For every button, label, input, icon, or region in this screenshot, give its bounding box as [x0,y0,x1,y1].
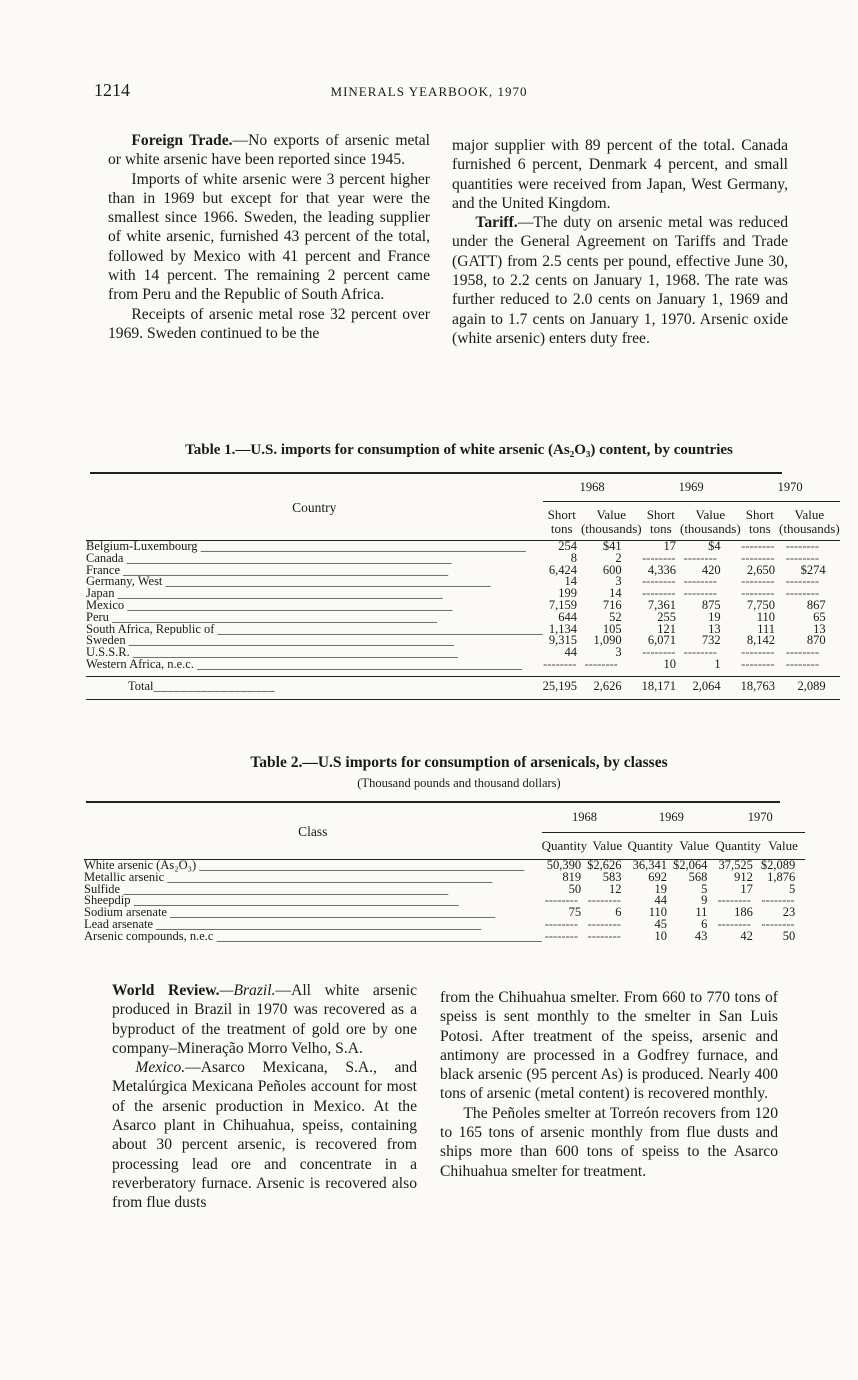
table1-sub-header: Value (thousands) [679,507,741,536]
table1-cell: 1,134 [548,621,577,636]
table2-cell: 583 [602,869,622,884]
table1-total-cell: 2,089 [797,678,826,693]
table1-cell: $4 [708,539,721,553]
table1-cell: 2,650 [746,562,776,577]
table1-row-label: Japan _____ [86,588,543,600]
paragraph: Imports of white arsenic were 3 percent higher than in 1969 but except for that year were the smallest since 1966. Sweden, the leading supplier of white arsenic, furnished 43 percent of the total, followed by Mexico with 41 percent and France with 14 percent. The remaining 2 percent came from Peru and the Republic of South Africa. [108,170,430,304]
table2-row [84,884,805,896]
table1-row [86,635,840,647]
table1-cell: 105 [602,621,622,636]
table1-cell: 420 [701,562,721,577]
bottom-left-column [112,981,417,1213]
paragraph-foreign-trade [108,131,430,170]
table2-empty-cell: -------- [544,928,579,943]
paragraph-mexico [112,1058,417,1212]
table1-row [86,588,840,600]
table2-cell: 23 [782,905,796,920]
table1-empty-cell: -------- [785,645,819,660]
table1-empty-cell: -------- [741,539,775,553]
table2-empty-cell: -------- [544,893,579,908]
table2-sub-header: Quantity [715,838,761,853]
table1-row-label: France _____ [86,565,543,577]
table1-cell: 111 [757,621,776,636]
table2-cell: 50 [782,928,796,943]
table1-empty-cell: -------- [785,574,819,589]
table1-sub-header: Short tons [547,507,576,536]
table1-cell: 716 [602,597,622,612]
table1-sub-header: Short tons [745,507,774,536]
table1-cell: 44 [564,645,577,660]
paragraph-text: —All white arsenic produced in Brazil in 1970 was recovered as a byproduct of the treatment of gold ore by one company–Mineração Morro Velho, S.A. [112,982,417,1057]
table1-cell: 867 [806,597,826,612]
table1-row [86,612,840,624]
table2-empty-cell: -------- [717,916,751,931]
table2-cell: 6 [701,916,708,931]
table1-total-label: Total__________________ [86,676,543,695]
table1-cell: 870 [806,633,826,648]
table2-cell: 692 [648,869,667,884]
table1-row [86,624,840,636]
table1-row-label: Peru _____ [86,612,543,624]
table2-empty-cell: -------- [587,893,621,908]
country-heading: —Brazil. [219,982,276,999]
table2-cell: 75 [568,905,582,920]
table2-cell: $2,089 [760,858,796,872]
paragraph-world-review [112,981,417,1058]
table2-caption: Table 2.—U.S imports for consumption of arsenicals, by classes [250,754,668,771]
table2-sub-header: Quantity [627,838,673,853]
table1-empty-cell: -------- [683,574,717,589]
table2-cell: 10 [654,928,667,943]
table1-sub-header: Value (thousands) [779,507,840,536]
table1-cell: 7,361 [647,597,676,612]
table2-cell: 36,341 [632,858,667,872]
table1-cell: 6,071 [647,633,676,648]
table1-cell: 52 [609,609,622,624]
table2-row-label: Sheepdip _____ [84,895,542,907]
table1-empty-cell: -------- [642,586,676,601]
table1-cell: 7,750 [746,597,776,612]
table1-cell: 13 [708,621,721,636]
table1-cell: 732 [701,633,721,648]
table1-body [86,541,840,671]
running-title: MINERALS YEARBOOK, 1970 [330,84,528,99]
table2-cell: 819 [562,869,582,884]
bottom-right-column [440,988,778,1181]
table1-row [86,565,840,577]
table2-year-header: 1970 [715,810,805,833]
table1-cell: 1,090 [593,633,622,648]
table1-empty-cell: -------- [741,574,775,589]
table2-cell: 912 [734,869,753,884]
table1-total-cell: 25,195 [542,678,577,693]
table2-empty-cell: -------- [544,916,579,931]
table2-row [84,872,805,884]
paragraph-text: —No exports of arsenic metal or white arsenic have been reported since 1945. [108,132,430,169]
table2-year-header: 1968 [542,810,628,833]
table1 [86,480,840,700]
table1-cell: 7,159 [548,597,577,612]
table1-row [86,553,840,565]
table1-empty-cell: -------- [785,539,819,553]
table2-sub-header: Value [679,838,709,853]
table1-total-cell: 18,763 [740,678,776,693]
table1-cell: 4,336 [647,562,676,577]
table2-cell: 50 [568,881,582,896]
table1-cell: 644 [558,609,577,624]
table1-year-header: 1969 [642,480,741,502]
table1-cell: 8 [570,550,577,565]
table1-empty-cell: -------- [642,645,676,660]
table2-cell: 186 [734,905,753,920]
table1-empty-cell: -------- [741,550,775,565]
table2-cell: 43 [694,928,708,943]
table1-cell: 121 [657,621,676,636]
table1-row-label: Belgium-Luxembourg _____ [86,541,543,553]
table2-row-label: Sulfide _____ [84,884,542,896]
table2-sub-header: Quantity [541,838,588,853]
table2 [84,810,805,943]
table1-empty-cell: -------- [785,550,819,565]
table1-cell: $41 [602,539,622,553]
paragraph: from the Chihuahua smelter. From 660 to 770 tons of speiss is sent monthly to the smelter in San Luis Potosi. After treatment of the speiss, arsenic and antimony are processed in a Godfrey furnace, and black arsenic (95 percent As) is produced. Nearly 400 tons of arsenic (metal content) is recovered monthly. [440,989,778,1103]
table1-row-label: Germany, West _____ [86,576,543,588]
table2-empty-cell: -------- [761,893,795,908]
table1-total-cell: 2,064 [692,678,721,693]
table1-row [86,576,840,588]
paragraph: major supplier with 89 percent of the total. Canada furnished 6 percent, Denmark 4 percent, and small quantities were received from Japan, West Germany, and the United Kingdom. [452,137,788,212]
table1-sub-header: Value (thousands) [580,507,642,536]
total-label-text: Total [128,678,154,693]
table2-cell: 19 [654,881,667,896]
table2-sub-header: Value [592,838,623,853]
table2-row-label: Arsenic compounds, n.e.c _____ [84,931,542,943]
paragraph: Receipts of arsenic metal rose 32 percent over 1969. Sweden continued to be the [108,305,430,342]
table1-empty-cell: -------- [683,645,717,660]
table1-cell: 13 [813,621,826,636]
table1-empty-cell: -------- [642,574,676,589]
table1-cell: 199 [558,586,577,601]
table2-row-label: Metallic arsenic _____ [84,872,542,884]
table1-row-label: Mexico _____ [86,600,543,612]
table2-year-header: 1969 [627,810,715,833]
table2-cell: 568 [688,869,708,884]
table1-caption: Table 1.—U.S. imports for consumption of white arsenic (As₂O₃) content, by countries [185,442,733,458]
table2-row [84,907,805,919]
table1-cell: 3 [615,645,622,660]
run-in-heading: Foreign Trade. [131,132,233,149]
table2-cell: 11 [695,905,708,920]
table2-cell: 9 [701,893,708,908]
table2-row-label: Sodium arsenate _____ [84,907,542,919]
table2-class-header: Class [298,824,328,839]
paragraph-text: —The duty on arsenic metal was reduced under the General Agreement on Tariffs and Trade (GATT) from 2.5 cents per pound, effective June 30, 1958, to 2.2 cents on January 1, 1968. The rate was further reduced to 2.0 cents on January 1, 1969 and again to 1.7 cents on January 1, 1970. Arsenic oxide (white arsenic) enters duty free. [452,214,788,347]
table1-row-label: South Africa, Republic of _____ [86,624,543,636]
table1-row [86,541,840,553]
table1-cell: 65 [813,609,826,624]
table2-cell: 5 [788,881,796,896]
table2-cell: 5 [701,881,708,896]
table2-cell: 17 [740,881,753,896]
table1-row [86,647,840,659]
page-number: 1214 [94,80,130,100]
table2-row [84,931,805,943]
table1-empty-cell: -------- [741,645,775,660]
table1-empty-cell: -------- [584,656,618,671]
paragraph: The Peñoles smelter at Torreón recovers from 120 to 165 tons of arsenic monthly from flue dusts and ships more than 600 tons of speiss to the Asarco Chihuahua smelter for treatment. [440,1104,778,1180]
table2-cell: $2,626 [587,858,622,872]
table2-empty-cell: -------- [587,916,621,931]
table2-empty-cell: -------- [717,893,751,908]
table1-empty-cell: -------- [683,550,717,565]
table1-cell: $274 [800,562,826,577]
table1-cell: 14 [609,586,622,601]
table2-cell: 12 [608,881,622,896]
paragraph-text: —Asarco Mexicana, S.A., and Metalúrgica Mexicana Peñoles account for most of the arsenic production in Mexico. At the Asarco plant in Chihuahua, speiss, containing about 30 percent arsenic, is recovered from processing lead ore and concentrate in a reverberatory furnace. Arsenic is recovered also from flue dusts [112,1059,417,1212]
table1-year-header: 1968 [543,480,642,502]
table1-cell: 255 [657,609,676,624]
table2-body [84,860,805,943]
table1-total-cell: 18,171 [641,678,676,693]
table1-cell: 600 [602,562,622,577]
table1-total-cell: 2,626 [593,678,622,693]
table2-empty-cell: -------- [761,916,795,931]
table1-row [86,600,840,612]
table1-row-label: Western Africa, n.e.c. _____ [86,659,543,671]
table1-empty-cell: -------- [683,586,717,601]
table1-empty-cell: -------- [741,656,775,671]
table1-cell: 19 [708,609,721,624]
left-column [108,131,430,343]
table1-empty-cell: -------- [543,656,577,671]
table1-sub-header: Short tons [646,507,675,536]
table2-empty-cell: -------- [587,928,621,943]
country-heading: Mexico. [135,1059,186,1077]
table1-empty-cell: -------- [741,586,775,601]
table1-row-label: Canada _____ [86,553,543,565]
table1-empty-cell: -------- [785,656,819,671]
table1-cell: 6,424 [548,562,577,577]
table1-row-label: U.S.S.R. _____ [86,647,543,659]
table1-empty-cell: -------- [642,550,676,565]
table1-empty-cell: -------- [785,586,819,601]
table1-cell: 1 [714,656,721,671]
run-in-heading: Tariff. [475,214,518,232]
table2-cell: 45 [654,916,667,931]
table2-cell: 42 [740,928,753,943]
table1-cell: 9,315 [548,633,577,648]
table1-cell: 10 [663,656,676,671]
table2-cell: 1,876 [767,869,796,884]
table1-year-header: 1970 [741,480,840,502]
table1-row [86,659,840,671]
paragraph-tariff [452,213,788,348]
table2-cell: 37,525 [718,858,753,872]
table2-cell: $2,064 [672,858,708,872]
table1-cell: 110 [756,609,776,624]
table2-top-rule [86,801,780,803]
table1-cell: 3 [615,574,622,589]
table1-row-label: Sweden _____ [86,635,543,647]
right-column [452,136,788,348]
table1-cell: 14 [564,574,577,589]
table2-cell: 50,390 [546,858,582,872]
run-in-heading: World Review. [112,982,220,999]
table1-cell: 875 [701,597,721,612]
table2-row-label: Lead arsenate _____ [84,919,542,931]
table1-cell: 17 [663,539,676,553]
table1-cell: 8,142 [746,633,776,648]
table1-top-rule [90,472,782,474]
table2-cell: 110 [648,905,667,920]
table2-subcaption: (Thousand pounds and thousand dollars) [357,776,561,790]
table2-sub-header: Value [768,838,798,853]
table1-cell: 2 [615,550,622,565]
table2-cell: 44 [654,893,667,908]
table1-country-header: Country [292,500,337,515]
table2-row-label: White arsenic (As₂O₃) _____ [84,860,542,872]
table2-cell: 6 [615,905,622,920]
table1-cell: 254 [558,539,577,553]
